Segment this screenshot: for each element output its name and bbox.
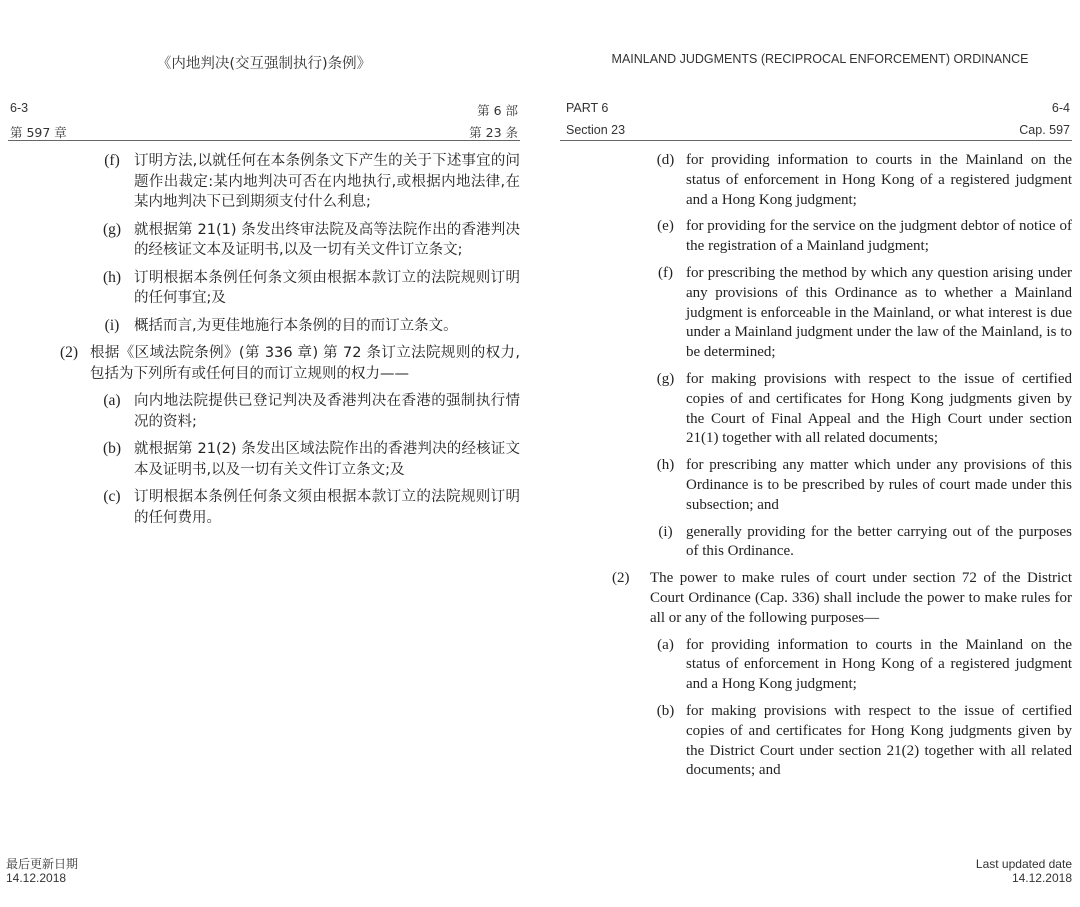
paragraph-text: 订明根据本条例任何条文须由根据本款订立的法院规则订明的任何费用。	[134, 489, 520, 526]
paragraph-text: for providing information to courts in the Mainland on the status of enforcement in Hong Kong of a registered judgment and a Hong Kong judgment;	[686, 636, 1072, 693]
header-rule	[8, 140, 520, 141]
paragraph-h	[90, 268, 520, 309]
paragraph-label: (h)	[656, 457, 675, 474]
paragraph-d	[645, 151, 1072, 210]
running-title: MAINLAND JUDGMENTS (RECIPROCAL ENFORCEMENT) ORDINANCE	[611, 52, 1029, 66]
header-rule	[560, 140, 1072, 141]
left-page	[0, 0, 528, 907]
paragraph-a	[90, 391, 520, 432]
paragraph-label: (e)	[657, 218, 674, 235]
subsection-label: (2)	[612, 570, 630, 587]
paragraph-e	[645, 217, 1072, 257]
page-number: 6-4	[1051, 101, 1070, 115]
paragraph-text: for making provisions with respect to the issue of certified copies of and certificates for Hong Kong judgments given by the District Court under section 21(2) together with all related documents; and	[686, 702, 1072, 779]
paragraph-label: (g)	[656, 370, 675, 387]
paragraph-i	[645, 523, 1072, 563]
paragraph-text: for prescribing any matter which under any provisions of this Ordinance is to be prescribed by rules of court made under this subsection; and	[686, 457, 1072, 513]
paragraph-c	[90, 487, 520, 528]
paragraph-i	[90, 316, 520, 337]
page-number: 6-3	[10, 101, 29, 115]
paragraph-text: 就根据第 21(2) 条发出区域法院作出的香港判决的经核证文本及证明书,以及一切有关文件订立条文;及	[134, 441, 520, 478]
footer	[6, 858, 78, 885]
paragraph-label: (f)	[104, 152, 120, 169]
part-label: 第 6 部	[477, 103, 518, 118]
footer	[976, 858, 1072, 885]
part-label: PART 6	[566, 101, 609, 115]
paragraph-label: (a)	[103, 392, 121, 409]
subsection-text: The power to make rules of court under section 72 of the District Court Ordinance (Cap. 336) shall include the power to make rules for all or any of the following purposes—	[650, 570, 1072, 626]
footer-date: 14.12.2018	[1011, 870, 1072, 885]
paragraph-label: (a)	[657, 636, 674, 653]
paragraph-f	[645, 264, 1072, 363]
paragraph-text: 向内地法院提供已登记判决及香港判决在香港的强制执行情况的资料;	[134, 393, 520, 430]
header-row-1	[10, 101, 518, 118]
subsection-2	[60, 343, 520, 384]
paragraph-text: 就根据第 21(1) 条发出终审法院及高等法院作出的香港判决的经核证文本及证明书,以及一切有关文件订立条文;	[134, 221, 520, 258]
paragraph-label: (g)	[102, 220, 122, 238]
paragraph-f	[90, 151, 520, 213]
chapter-label: 第 597 章	[10, 125, 67, 140]
header-row-2	[566, 123, 1070, 137]
paragraph-label: (d)	[656, 152, 675, 168]
header-row-2	[10, 123, 518, 141]
paragraph-text: 订明方法,以就任何在本条例条文下产生的关于下述事宜的问题作出裁定:某内地判决可否在内地执行,或根据内地法律,在某内地判决下已到期须支付什么利息;	[134, 153, 520, 210]
section-label: 第 23 条	[469, 125, 518, 140]
paragraph-text: for making provisions with respect to the issue of certified copies of and certificates for Hong Kong judgments given by the Court of Final Appeal and the High Court under section 21(1) together with all related documents;	[686, 370, 1072, 447]
paragraph-text: for providing information to courts in the Mainland on the status of enforcement in Hong Kong of a registered judgment and a Hong Kong judgment;	[686, 152, 1072, 208]
subsection-2	[612, 569, 1072, 628]
subsection-label: (2)	[60, 344, 79, 361]
footer-date: 14.12.2018	[6, 870, 67, 885]
running-title: 《内地判决(交互强制执行)条例》	[156, 56, 372, 72]
paragraph-a	[645, 636, 1072, 695]
paragraph-label: (f)	[658, 264, 673, 281]
footer-label: Last updated date	[975, 857, 1072, 871]
paragraph-label: (i)	[658, 523, 673, 540]
paragraph-label: (c)	[103, 488, 121, 505]
paragraph-label: (i)	[104, 316, 120, 334]
right-page	[560, 0, 1080, 907]
paragraph-g	[645, 370, 1072, 449]
paragraph-text: 订明根据本条例任何条文须由根据本款订立的法院规则订明的任何事宜;及	[134, 269, 520, 306]
paragraph-text: for providing for the service on the judgment debtor of notice of the registration of a Mainland judgment;	[686, 218, 1072, 255]
section-body	[60, 151, 520, 535]
paragraph-b	[645, 702, 1072, 781]
paragraph-b	[90, 439, 520, 480]
section-body	[612, 151, 1072, 788]
paragraph-text: for prescribing the method by which any question arising under any provisions of this Ordinance as to whether a Mainland judgment is enforceable in the Mainland, or what interest is due under a Mainland judgment under the law of the Mainland, is to be determined;	[686, 264, 1072, 361]
paragraph-text: generally providing for the better carrying out of the purposes of this Ordinance.	[686, 523, 1072, 560]
subsection-text: 根据《区域法院条例》(第 336 章) 第 72 条订立法院规则的权力,包括为下列所有或任何目的而订立规则的权力——	[90, 345, 520, 382]
paragraph-label: (b)	[656, 702, 675, 719]
paragraph-label: (b)	[102, 440, 122, 457]
paragraph-text: 概括而言,为更佳地施行本条例的目的而订立条文。	[134, 317, 458, 334]
chapter-label: Cap. 597	[1019, 123, 1070, 137]
paragraph-h	[645, 456, 1072, 515]
header-row-1	[566, 101, 1070, 115]
section-label: Section 23	[566, 123, 626, 137]
paragraph-g	[90, 220, 520, 261]
paragraph-label: (h)	[102, 268, 122, 286]
footer-label: 最后更新日期	[6, 857, 79, 871]
